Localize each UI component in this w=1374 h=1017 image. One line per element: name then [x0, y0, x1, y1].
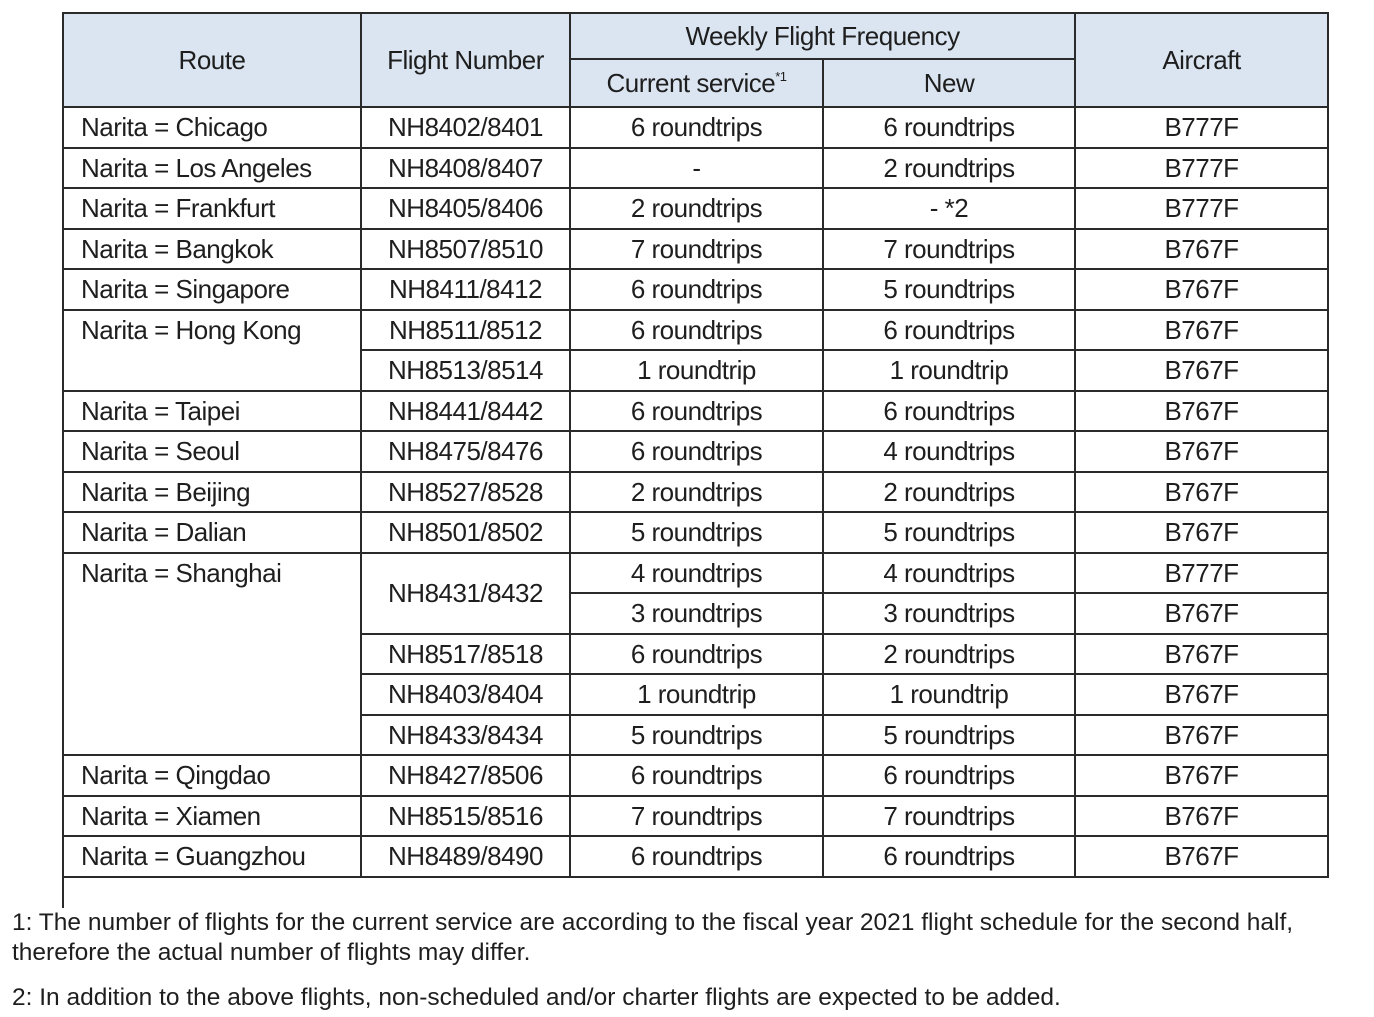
- current-service-cell: 6 roundtrips: [570, 269, 823, 310]
- aircraft-cell: B767F: [1075, 391, 1328, 432]
- new-frequency-cell: 4 roundtrips: [823, 431, 1075, 472]
- route-cell: Narita = Guangzhou: [63, 836, 361, 877]
- aircraft-cell: B767F: [1075, 715, 1328, 756]
- flight-number-cell: NH8513/8514: [361, 350, 570, 391]
- aircraft-cell: B767F: [1075, 472, 1328, 513]
- footnote-1: 1: The number of flights for the current service are according to the fiscal year 2021 flight schedule for the second half, therefore the actual number of flights may differ.: [12, 909, 1294, 966]
- aircraft-cell: B767F: [1075, 593, 1328, 634]
- flight-number-cell: NH8402/8401: [361, 107, 570, 148]
- aircraft-cell: B777F: [1075, 148, 1328, 189]
- table-row: [63, 107, 1328, 148]
- route-cell: Narita = Singapore: [63, 269, 361, 310]
- table-row: [63, 796, 1328, 837]
- flight-number-cell: NH8475/8476: [361, 431, 570, 472]
- new-frequency-cell: 1 roundtrip: [823, 674, 1075, 715]
- new-frequency-cell: 6 roundtrips: [823, 836, 1075, 877]
- flight-number-cell: NH8408/8407: [361, 148, 570, 189]
- table-row: [63, 431, 1328, 472]
- new-frequency-cell: 2 roundtrips: [823, 634, 1075, 675]
- current-service-cell: 4 roundtrips: [570, 553, 823, 594]
- header-flight-number: Flight Number: [361, 13, 570, 107]
- table-body: [63, 107, 1328, 877]
- aircraft-cell: B777F: [1075, 553, 1328, 594]
- route-cell: Narita = Beijing: [63, 472, 361, 513]
- footnote-2: 2: In addition to the above flights, non-scheduled and/or charter flights are expected to be added.: [12, 984, 1061, 1011]
- aircraft-cell: B767F: [1075, 310, 1328, 351]
- new-frequency-cell: 2 roundtrips: [823, 148, 1075, 189]
- current-service-cell: 6 roundtrips: [570, 310, 823, 351]
- current-service-cell: 5 roundtrips: [570, 512, 823, 553]
- table-row: [63, 188, 1328, 229]
- new-frequency-cell: 5 roundtrips: [823, 715, 1075, 756]
- aircraft-cell: B767F: [1075, 431, 1328, 472]
- header-weekly-frequency: Weekly Flight Frequency: [570, 13, 1075, 59]
- flight-number-cell: NH8433/8434: [361, 715, 570, 756]
- header-new: New: [823, 59, 1075, 107]
- new-frequency-cell: 1 roundtrip: [823, 350, 1075, 391]
- table-row: [63, 391, 1328, 432]
- route-cell: Narita = Qingdao: [63, 755, 361, 796]
- flight-number-cell: NH8489/8490: [361, 836, 570, 877]
- current-service-cell: 6 roundtrips: [570, 836, 823, 877]
- route-cell: Narita = Shanghai: [63, 553, 361, 756]
- route-cell: Narita = Frankfurt: [63, 188, 361, 229]
- route-cell: Narita = Los Angeles: [63, 148, 361, 189]
- new-frequency-cell: 7 roundtrips: [823, 229, 1075, 270]
- header-current-service: [570, 59, 823, 107]
- current-service-cell: 1 roundtrip: [570, 674, 823, 715]
- current-service-cell: 7 roundtrips: [570, 796, 823, 837]
- aircraft-cell: B767F: [1075, 229, 1328, 270]
- current-service-cell: 1 roundtrip: [570, 350, 823, 391]
- flight-number-cell: NH8517/8518: [361, 634, 570, 675]
- table-row: [63, 472, 1328, 513]
- current-service-cell: 2 roundtrips: [570, 472, 823, 513]
- route-cell: Narita = Xiamen: [63, 796, 361, 837]
- current-service-cell: 6 roundtrips: [570, 755, 823, 796]
- aircraft-cell: B777F: [1075, 107, 1328, 148]
- aircraft-cell: B767F: [1075, 755, 1328, 796]
- new-frequency-cell: 5 roundtrips: [823, 512, 1075, 553]
- flight-number-cell: NH8405/8406: [361, 188, 570, 229]
- table-row: [63, 553, 1328, 594]
- new-frequency-cell: - *2: [823, 188, 1075, 229]
- aircraft-cell: B767F: [1075, 796, 1328, 837]
- flight-number-cell: NH8501/8502: [361, 512, 570, 553]
- new-frequency-cell: 2 roundtrips: [823, 472, 1075, 513]
- new-frequency-cell: 3 roundtrips: [823, 593, 1075, 634]
- current-service-cell: 6 roundtrips: [570, 107, 823, 148]
- text-cursor: [62, 872, 64, 908]
- flight-number-cell: NH8441/8442: [361, 391, 570, 432]
- aircraft-cell: B777F: [1075, 188, 1328, 229]
- new-frequency-cell: 7 roundtrips: [823, 796, 1075, 837]
- route-cell: Narita = Chicago: [63, 107, 361, 148]
- route-cell: Narita = Taipei: [63, 391, 361, 432]
- route-cell: Narita = Hong Kong: [63, 310, 361, 391]
- table-header: [63, 13, 1328, 107]
- aircraft-cell: B767F: [1075, 836, 1328, 877]
- new-frequency-cell: 6 roundtrips: [823, 755, 1075, 796]
- table-row: [63, 148, 1328, 189]
- new-frequency-cell: 6 roundtrips: [823, 310, 1075, 351]
- table-row: [63, 755, 1328, 796]
- table-row: [63, 512, 1328, 553]
- flight-number-cell: NH8427/8506: [361, 755, 570, 796]
- flight-number-cell: NH8507/8510: [361, 229, 570, 270]
- current-service-cell: 6 roundtrips: [570, 431, 823, 472]
- aircraft-cell: B767F: [1075, 350, 1328, 391]
- table-row: [63, 229, 1328, 270]
- flight-number-cell: NH8511/8512: [361, 310, 570, 351]
- flight-number-cell: NH8515/8516: [361, 796, 570, 837]
- footnote-ref-1: *1: [775, 69, 787, 84]
- header-aircraft: Aircraft: [1075, 13, 1328, 107]
- header-current-service-label: Current service: [606, 68, 776, 98]
- current-service-cell: 6 roundtrips: [570, 634, 823, 675]
- flight-number-cell: NH8527/8528: [361, 472, 570, 513]
- table-row: [63, 836, 1328, 877]
- current-service-cell: 7 roundtrips: [570, 229, 823, 270]
- current-service-cell: 5 roundtrips: [570, 715, 823, 756]
- new-frequency-cell: 4 roundtrips: [823, 553, 1075, 594]
- flight-number-cell: NH8431/8432: [361, 553, 570, 634]
- new-frequency-cell: 5 roundtrips: [823, 269, 1075, 310]
- route-cell: Narita = Dalian: [63, 512, 361, 553]
- flight-number-cell: NH8403/8404: [361, 674, 570, 715]
- new-frequency-cell: 6 roundtrips: [823, 107, 1075, 148]
- table-row: [63, 310, 1328, 351]
- flight-schedule-table: [62, 12, 1329, 878]
- current-service-cell: 2 roundtrips: [570, 188, 823, 229]
- aircraft-cell: B767F: [1075, 512, 1328, 553]
- header-route: Route: [63, 13, 361, 107]
- flight-number-cell: NH8411/8412: [361, 269, 570, 310]
- aircraft-cell: B767F: [1075, 674, 1328, 715]
- current-service-cell: -: [570, 148, 823, 189]
- new-frequency-cell: 6 roundtrips: [823, 391, 1075, 432]
- table-row: [63, 269, 1328, 310]
- current-service-cell: 3 roundtrips: [570, 593, 823, 634]
- aircraft-cell: B767F: [1075, 634, 1328, 675]
- route-cell: Narita = Seoul: [63, 431, 361, 472]
- aircraft-cell: B767F: [1075, 269, 1328, 310]
- route-cell: Narita = Bangkok: [63, 229, 361, 270]
- current-service-cell: 6 roundtrips: [570, 391, 823, 432]
